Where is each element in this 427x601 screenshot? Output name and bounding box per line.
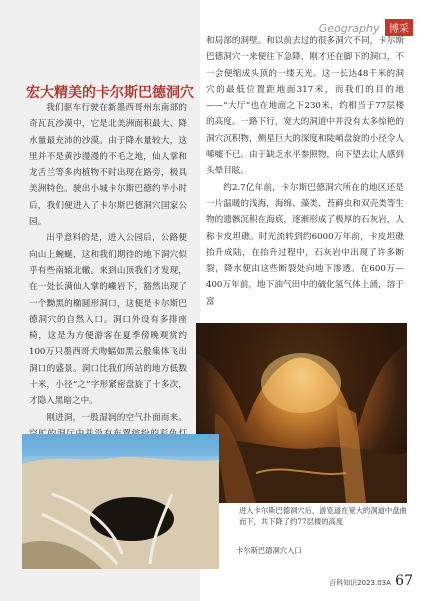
journal-name: 百科知识2023.03A xyxy=(329,579,391,587)
cave-interior-caption: 进入卡尔斯巴德洞穴后，游览道在宽大的洞道中盘曲而下，共下降了约77层楼的高度 xyxy=(237,505,409,528)
section-label: Geography xyxy=(318,22,380,35)
article-title: 宏大精美的卡尔斯巴德洞穴 xyxy=(26,85,194,101)
cave-interior-photo xyxy=(196,323,407,503)
paragraph: 出乎意料的是，进入公园后，公路便向山上蜿蜒，这和我们期待的地下洞穴似乎有些南辕北辙。来到山顶我们才发现，在一处长满仙人掌的巉岩下，豁然出现了一个黝黑的椭圆形洞口，这便是卡尔斯巴德洞穴的自然入口。洞口外设有多排座椅，这是为方便游客在夏季傍晚观赏约100万只墨西哥犬吻蝠如黑云般集体飞出洞口的盛景。洞口比我们所站的地方低数十米，小径“之”字形紧密盘旋了十多次，才隐入黑暗之中。 xyxy=(29,233,187,407)
page-footer xyxy=(329,573,413,589)
section-tag: 博采 xyxy=(385,19,413,36)
paragraph: 刚进洞，一股湿润的空气扑面而来。 xyxy=(46,412,187,423)
paragraph: 我们驱车行驶在新墨西哥州东南部的奇瓦瓦沙漠中，它是北美洲面积最大、降水量最充沛的沙漠。由于降水量较大，这里并不是黄沙漫漫的不毛之地，仙人掌和龙舌兰等多肉植物不时出现在路旁，极具美洲特色。驶出小城卡尔斯巴德约半小时后，我们便进入了卡尔斯巴德洞穴国家公园。 xyxy=(29,103,187,228)
left-text-column xyxy=(29,100,187,459)
right-text-column xyxy=(206,33,404,310)
cave-entrance-caption: 卡尔斯巴德洞穴入口 xyxy=(234,545,304,558)
page-number: 67 xyxy=(395,573,413,589)
paragraph: 约2.7亿年前，卡尔斯巴德洞穴所在的地区还是一片温暖的浅海，海绵、藻类、苔藓虫和双壳类等生物的遗骸沉积在海底，逐渐形成了极厚的石灰岩，人称卡皮坦礁。时光流转到约6000万年前，卡皮坦礁抬升成陆，在抬升过程中，石灰岩中出现了许多断裂，降水便由这些断裂处向地下渗透。在600万—400万年前，地下油气田中的硫化氢气体上涌，溶于富 xyxy=(206,182,404,307)
cave-entrance-illustration xyxy=(22,434,219,569)
cave-entrance-photo xyxy=(22,434,219,569)
paragraph: 和局部的洞壁。和以前去过的很多洞穴不同，卡尔斯巴德洞穴一来便往下急降，刚才还在脚下的洞口，不一会便缩成头顶的一缕天光。这一长达48千米的洞穴的最低位置距地面317米，而我们的目的地——“大厅”也在地面之下230米，约相当于77层楼的高度。一路下行，宽大的洞道中并没有太多惊艳的洞穴沉积物，侧星巨大的深度和陡峭盘旋的小径令人唏嘘不已。由于缺乏水平参照物，向下望去让人感到头晕目眩。 xyxy=(206,36,404,177)
cave-interior-illustration xyxy=(196,323,407,503)
